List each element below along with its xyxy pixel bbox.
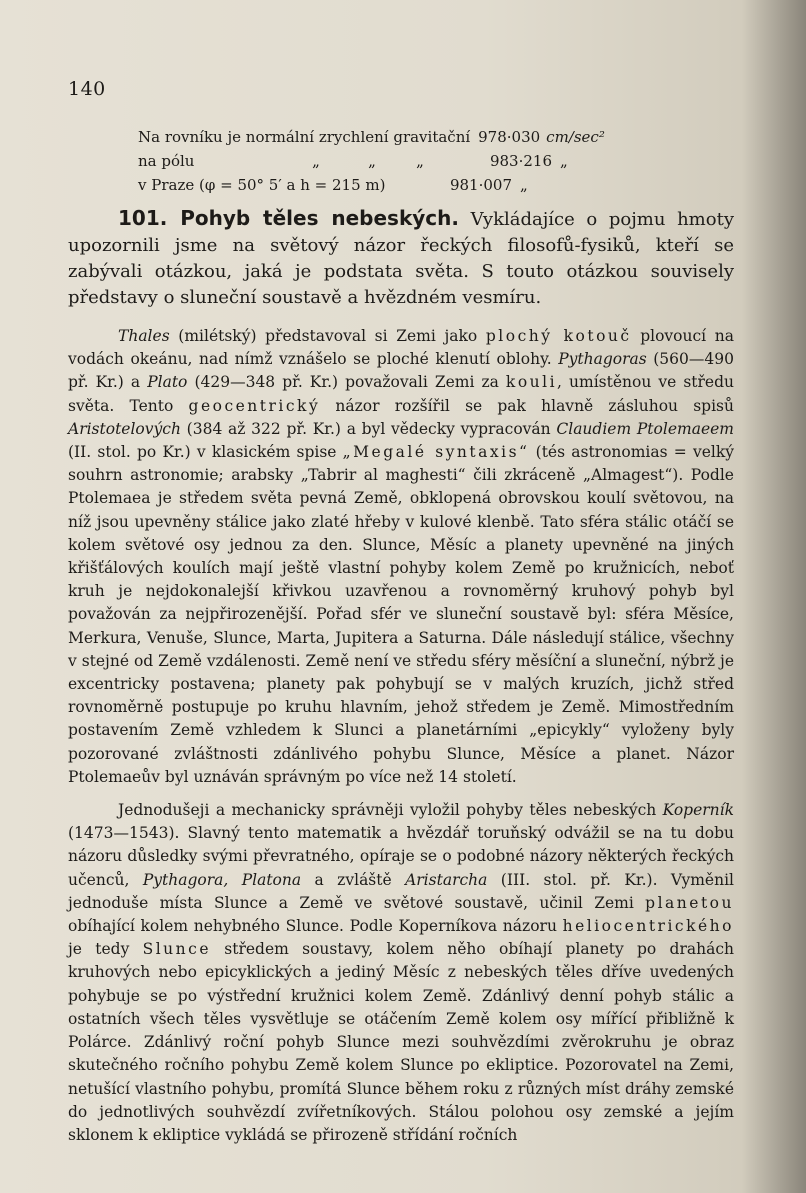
ditto-mark: „ xyxy=(368,152,376,170)
paragraph-copernicus xyxy=(68,799,734,1147)
text-span: Pythagora, Platona xyxy=(142,870,302,889)
table-unit: cm/sec² xyxy=(546,128,605,146)
text-span: (429—348 př. Kr.) považovali Zemi za xyxy=(187,373,506,392)
ditto-mark: „ xyxy=(312,152,320,170)
text-span: Thales xyxy=(118,327,170,345)
text-span: Slunce xyxy=(142,940,212,959)
table-value: 981·007 xyxy=(449,176,512,194)
section-intro xyxy=(68,205,734,311)
text-span: (384 až 322 př. Kr.) a byl vědecky vypracován xyxy=(180,419,557,438)
table-unit: „ xyxy=(520,176,528,194)
text-span: Jednodušeji a mechanicky správněji vyložil pohyby těles nebeských xyxy=(118,801,663,820)
text-span: Plato xyxy=(147,373,188,392)
text-span: plochý kotouč xyxy=(485,327,632,345)
table-value: 983·216 xyxy=(489,152,552,170)
text-span: (1473—1543). Slavný tento matematik a hvězdář toruňský odvážil se na tu dobu názoru důsledky svými převratného, opíraje se o podobné názory některých řeckých učenců, xyxy=(68,824,734,889)
table-label: Na rovníku je normální zrychlení gravitační xyxy=(138,128,471,146)
text-span: , umístěnou ve středu světa. Tento xyxy=(68,373,734,415)
text-span: Aristotelových xyxy=(68,419,181,438)
text-span: Aristarcha xyxy=(405,870,488,889)
text-span: (II. stol. po Kr.) v klasickém spise xyxy=(68,443,343,462)
text-span: středem soustavy, kolem něho obíhají planety po drahách kruhových nebo epicyklických a jediný Měsíc z nebeských těles dříve uvedených pohybuje se po výstřední kružnici kolem Země. Zdánlivý denní pohyb stálic a ostatních všech těles vysvětluje se otáčením Země kolem osy mířící přibližně k Polárce. Zdánlivý roční pohyb Slunce mezi souhvězdími zvěrokruhu je obraz skutečného ročního pohybu Země kolem Slunce po ekliptice. Pozorovatel na Zemi, netušící vlastního pohybu, promítá Slunce během roku z různých míst dráhy zemské do jednotlivých souhvězdí zvířetníkových. Stálou polohou osy zemské a jejím sklonem k ekliptice vykládá se přirozeně střídání ročních xyxy=(68,940,734,1144)
table-row xyxy=(138,125,738,149)
intro-text: Vykládajíce o pojmu hmoty upozornili jsme na světový názor řeckých filosofů-fysiků, kteří se zabývali otázkou, jaká je podstata světa. S touto otázkou souvisely představy o sluneční soustavě a hvězdném vesmíru. xyxy=(68,209,734,308)
text-span: obíhající kolem nehybného Slunce. Podle Koperníkova názoru xyxy=(68,917,563,936)
text-span: a zvláště xyxy=(301,870,406,889)
table-value: 978·030 xyxy=(478,128,541,146)
page-number: 140 xyxy=(68,78,106,100)
text-span: Claudiem Ptolemaeem xyxy=(556,419,734,438)
text-span: je tedy xyxy=(68,940,143,959)
table-unit: „ xyxy=(560,152,568,170)
text-span: plovoucí na vodách okeánu, nad nímž vznášelo se ploché klenutí oblohy. xyxy=(68,327,734,369)
text-span: (tés astronomias = velký souhrn astronomie; arabsky „Tabrir al maghesti“ čili zkráceně „Almagest“). Podle Ptolemaea je středem světa pevná Země, obklopená obrovskou koulí světovou, na níž jsou upevněny stálice jako zlaté hřeby v kulové klenbě. Tato sféra stálic otáčí se kolem světové osy jednou za den. Slunce, Měsíc a planety upevněné na jiných křišťálových koulích mají ještě vlastní pohyby kolem Země po kružnicích, neboť kruh je nejdokonalejší křivkou uzavřenou a rovnoměrný kruhový pohyb byl považován za nejpřirozenější. Pořad sfér ve sluneční soustavě byl: sféra Měsíce, Merkura, Venuše, Slunce, Marta, Jupitera a Saturna. Dále následují stálice, všechny v stejné od Země vzdálenosti. Země není ve středu sféry měsíční a sluneční, nýbrž je excentricky postavena; planety pak pohybují se v malých kruzích, jichž střed rovnoměrně postupuje po kruhu hlavním, jehož středem je Země. Mimostředním postavením Země vzhledem k Slunci a planetárními „epicykly“ vyloženy byly pozorované zvláštnosti zdánlivého pohybu Slunce, Měsíce a planet. Názor Ptolemaeův byl uznáván správným po více než 14 století. xyxy=(68,443,734,786)
text-span: (560—490 př. Kr.) a xyxy=(68,350,734,392)
paragraph-ptolemy xyxy=(68,325,734,789)
text-span: kouli xyxy=(505,373,558,392)
table-label: v Praze (φ = 50° 5′ a h = 215 m) xyxy=(138,176,386,194)
gravity-table xyxy=(138,125,738,197)
text-span: Koperník xyxy=(662,801,734,820)
section-heading: 101. Pohyb těles nebeských. xyxy=(118,206,459,230)
text-span: (milétský) představoval si Zemi jako xyxy=(169,327,486,345)
text-span: heliocentrického xyxy=(562,917,734,936)
table-row xyxy=(138,173,738,197)
table-label: na pólu xyxy=(138,152,195,170)
table-row xyxy=(138,149,738,173)
text-span: planetou xyxy=(645,893,734,912)
text-span: názor rozšířil se pak hlavně zásluhou spisů xyxy=(320,396,734,415)
ditto-mark: „ xyxy=(416,152,424,170)
text-span: geocentrický xyxy=(188,396,321,415)
page-body xyxy=(68,205,734,1157)
text-span: „Megalé syntaxis“ xyxy=(342,443,530,462)
text-span: Pythagoras xyxy=(558,350,647,369)
text-span: (III. stol. př. Kr.). Vyměnil jednoduše místa Slunce a Země ve světové soustavě, učinil Zemi xyxy=(68,870,735,912)
